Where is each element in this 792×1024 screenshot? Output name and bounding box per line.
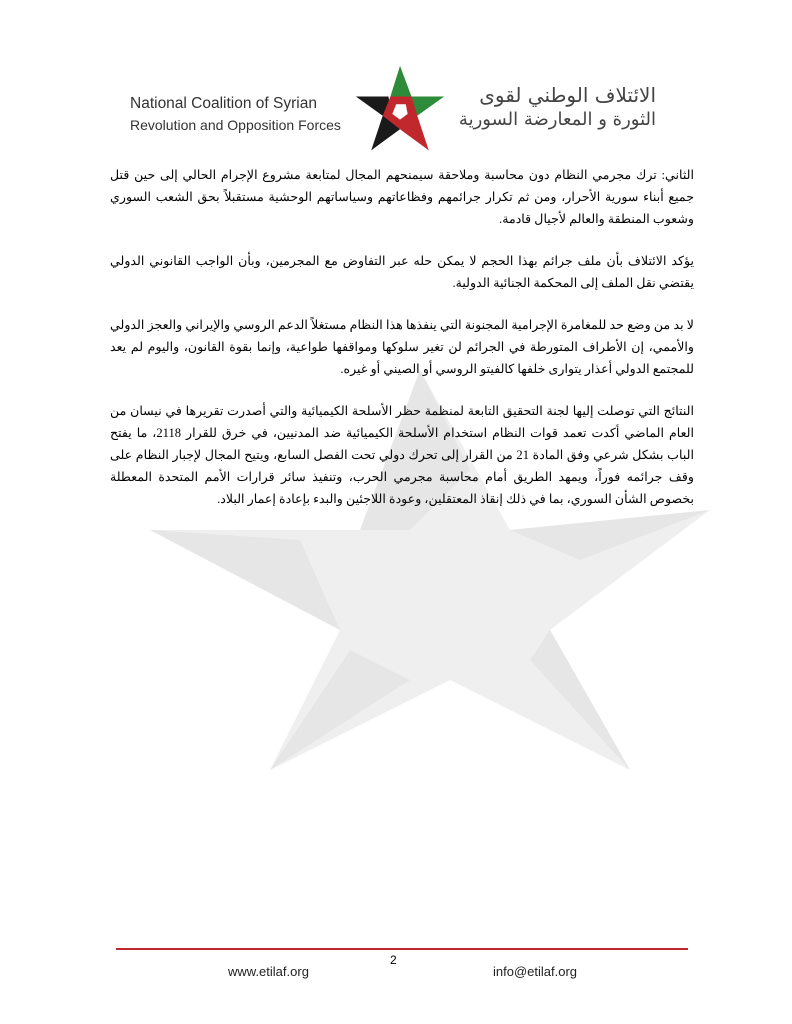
page-number: 2: [390, 953, 397, 967]
coalition-star-logo-icon: [352, 62, 448, 158]
footer-website[interactable]: www.etilaf.org: [228, 964, 309, 979]
org-name-ar-line2: الثورة و المعارضة السورية: [458, 109, 656, 130]
document-body: [110, 164, 694, 530]
org-name-en-line2: Revolution and Opposition Forces: [130, 117, 341, 133]
paragraph: يؤكد الائتلاف بأن ملف جرائم بهذا الحجم لا يمكن حله عبر التفاوض مع المجرمين، وبأن الواجب القانوني الدولي يقتضي نقل الملف إلى المحكمة الجنائية الدولية.: [110, 254, 694, 290]
org-name-arabic: [436, 82, 656, 132]
org-name-ar-line1: الائتلاف الوطني لقوى: [479, 83, 656, 107]
footer-email[interactable]: info@etilaf.org: [493, 964, 578, 979]
paragraph: النتائج التي توصلت إليها لجنة التحقيق التابعة لمنظمة حظر الأسلحة الكيميائية والتي أصدرت تقريرها في نيسان من العام الماضي أكدت تعمد قوات النظام استخدام الأسلحة الكيميائية ضد المدنيين، في خرق للقرار 2118، ما يفتح الباب بشكل شرعي وفق المادة 21 من القرار إلى تحرك دولي تحت الفصل السابع، ويتيح المجال لإجبار النظام على وقف جرائمه فوراً، ويمهد الطريق أمام محاسبة مجرمي الحرب، وتنفيذ سائر قرارات الأمم المتحدة المعطلة بخصوص الشأن السوري، بما في ذلك إنقاذ المعتقلين، وعودة اللاجئين والبدء بإعادة إعمار البلاد.: [110, 404, 694, 506]
paragraph: الثاني: ترك مجرمي النظام دون محاسبة وملاحقة سيمنحهم المجال لمتابعة مشروع الإجرام الحالي إلى حين قتل جميع أبناء سورية الأحرار، ومن ثم تكرار جرائمهم وفظاعاتهم وسياساتهم الوحشية مستقبلاً بحق الشعب السوري وشعوب المنطقة والعالم لأجيال قادمة.: [110, 168, 694, 226]
org-name-en-line1: National Coalition of Syrian: [130, 95, 317, 112]
footer-divider: [116, 948, 688, 950]
org-name-english: [130, 93, 360, 135]
paragraph: لا بد من وضع حد للمغامرة الإجرامية المجنونة التي ينفذها هذا النظام مستغلاً الدعم الروسي والإيراني والعجز الدولي والأممي، إن الأطراف المتورطة في الجرائم لن تغير سلوكها ومواقفها طواعية، وإنما بقوة القانون، واليوم لم يعد للمجتمع الدولي أعذار يتوارى خلفها كالفيتو الروسي أو الصيني أو غيره.: [110, 318, 694, 376]
